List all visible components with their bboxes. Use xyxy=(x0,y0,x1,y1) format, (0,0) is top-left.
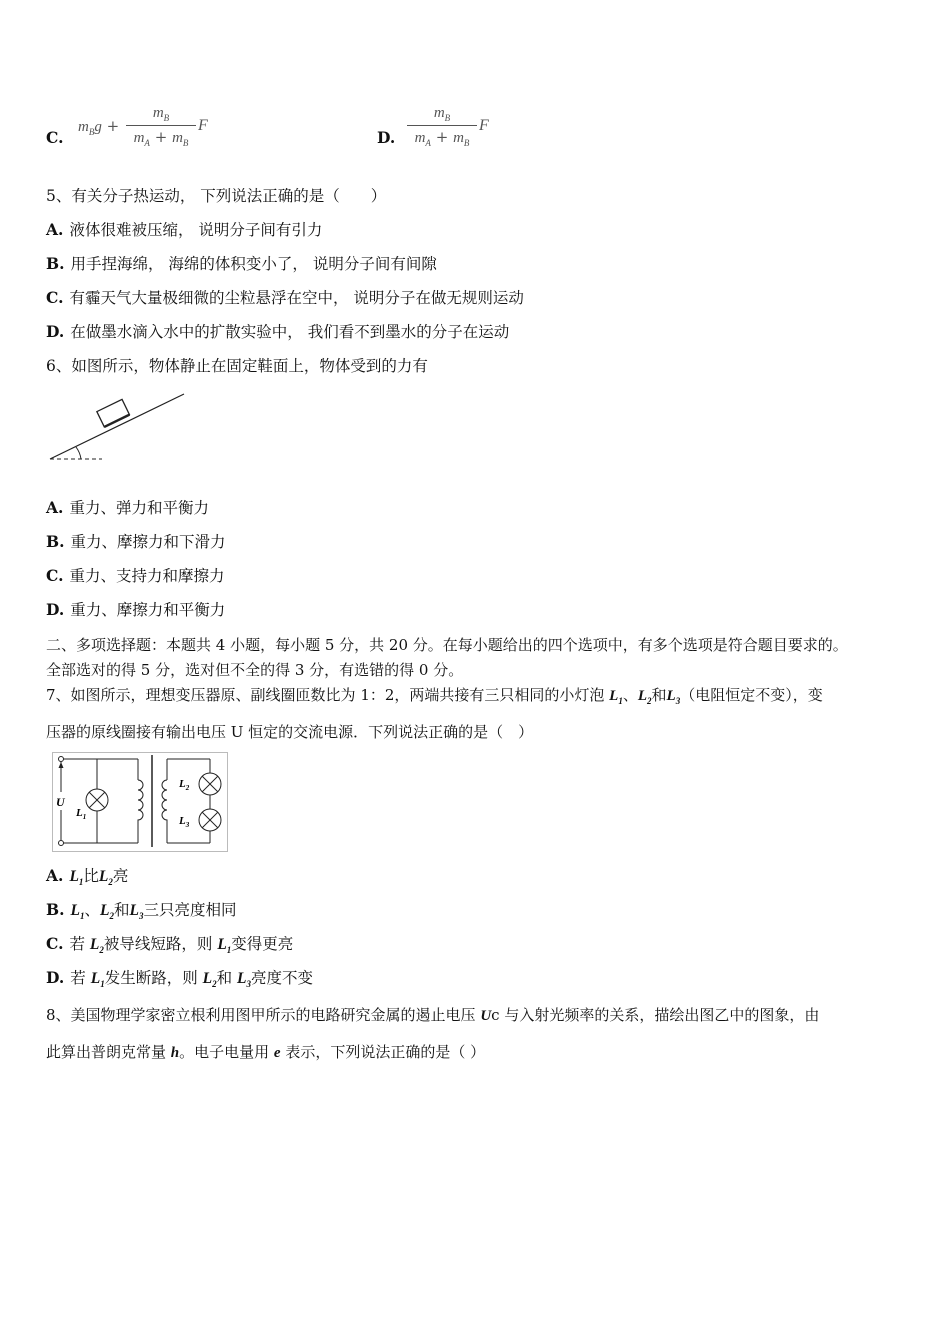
q7-stem-line1: 7、如图所示，理想变压器原、副线圈匝数比为 1：2，两端共接有三只相同的小灯泡 $L_1$、$L_2$和$L_3$（电阻恒定不变），变 xyxy=(46,686,823,706)
q4-option-c[interactable] xyxy=(46,128,69,148)
q8-stem-line1: 8、美国物理学家密立根利用图甲所示的电路研究金属的遏止电压 Uc 与入射光频率的关系，描绘出图乙中的图象，由 xyxy=(46,1006,820,1024)
incline-figure xyxy=(46,390,191,468)
q7-stem-line2: 压器的原线圈接有输出电压 U 恒定的交流电源．下列说法正确的是（ ） xyxy=(46,723,534,741)
q5-option-a[interactable]: A. 液体很难被压缩， 说明分子间有引力 xyxy=(46,220,323,239)
q7-option-b[interactable]: B. $L_1$、$L_2$和$L_3$三只亮度相同 xyxy=(46,900,237,922)
angle-arc xyxy=(76,447,81,459)
q4-option-c-force: F xyxy=(198,117,208,134)
q4-option-d[interactable] xyxy=(377,128,401,148)
q5-option-b[interactable]: B. 用手捏海绵， 海绵的体积变小了， 说明分子间有间隙 xyxy=(46,254,437,273)
terminal-bottom xyxy=(59,841,64,846)
secondary-coil xyxy=(162,780,167,822)
label-l3: $L_3$ xyxy=(179,815,190,829)
terminal-top xyxy=(59,757,64,762)
q8-stem-line2: 此算出普朗克常量 h。电子电量用 e 表示，下列说法正确的是（ ） xyxy=(46,1043,486,1061)
q6-stem: 6、如图所示，物体静止在固定鞋面上，物体受到的力有 xyxy=(46,357,428,375)
section2-heading-line2: 全部选对的得 5 分，选对但不全的得 3 分，有选错的得 0 分。 xyxy=(46,661,464,679)
label-u: U xyxy=(56,795,65,809)
q7-option-a[interactable]: A. $L_1$比$L_2$亮 xyxy=(46,866,129,888)
figure-border xyxy=(53,753,228,852)
q6-option-d[interactable]: D. 重力、摩擦力和平衡力 xyxy=(46,600,226,619)
q4-option-d-fraction: $m_B$ $m_A + m_B$ xyxy=(407,103,477,148)
label-l2: $L_2$ xyxy=(179,778,190,792)
q5-stem: 5、有关分子热运动， 下列说法正确的是（ ） xyxy=(46,187,387,205)
q5-option-d[interactable]: D. 在做墨水滴入水中的扩散实验中， 我们看不到墨水的分子在运动 xyxy=(46,322,510,341)
option-label: C. xyxy=(46,128,64,147)
q6-option-b[interactable]: B. 重力、摩擦力和下滑力 xyxy=(46,532,226,551)
transformer-circuit-figure xyxy=(52,752,228,852)
q5-option-c[interactable]: C. 有霾天气大量极细微的尘粒悬浮在空中， 说明分子在做无规则运动 xyxy=(46,288,524,307)
q4-option-d-force: F xyxy=(479,117,489,134)
q4-option-c-fraction: $m_B$ $m_A + m_B$ xyxy=(126,103,196,148)
q6-option-c[interactable]: C. 重力、支持力和摩擦力 xyxy=(46,566,225,585)
q7-option-d[interactable]: D. 若 $L_1$发生断路，则 $L_2$和 $L_3$亮度不变 xyxy=(46,968,314,990)
option-label: D. xyxy=(377,128,396,147)
q6-option-a[interactable]: A. 重力、弹力和平衡力 xyxy=(46,498,209,517)
label-l1: $L_1$ xyxy=(76,807,87,821)
q7-option-c[interactable]: C. 若 $L_2$被导线短路，则 $L_1$变得更亮 xyxy=(46,934,294,956)
primary-coil xyxy=(138,780,143,822)
section2-heading-line1: 二、多项选择题：本题共 4 小题，每小题 5 分，共 20 分。在每小题给出的四个选项中，有多个选项是符合题目要求的。 xyxy=(46,636,848,654)
q4-option-c-expr-prefix: $m_Bg$ + xyxy=(78,117,120,137)
u-arrow-head xyxy=(59,762,64,768)
